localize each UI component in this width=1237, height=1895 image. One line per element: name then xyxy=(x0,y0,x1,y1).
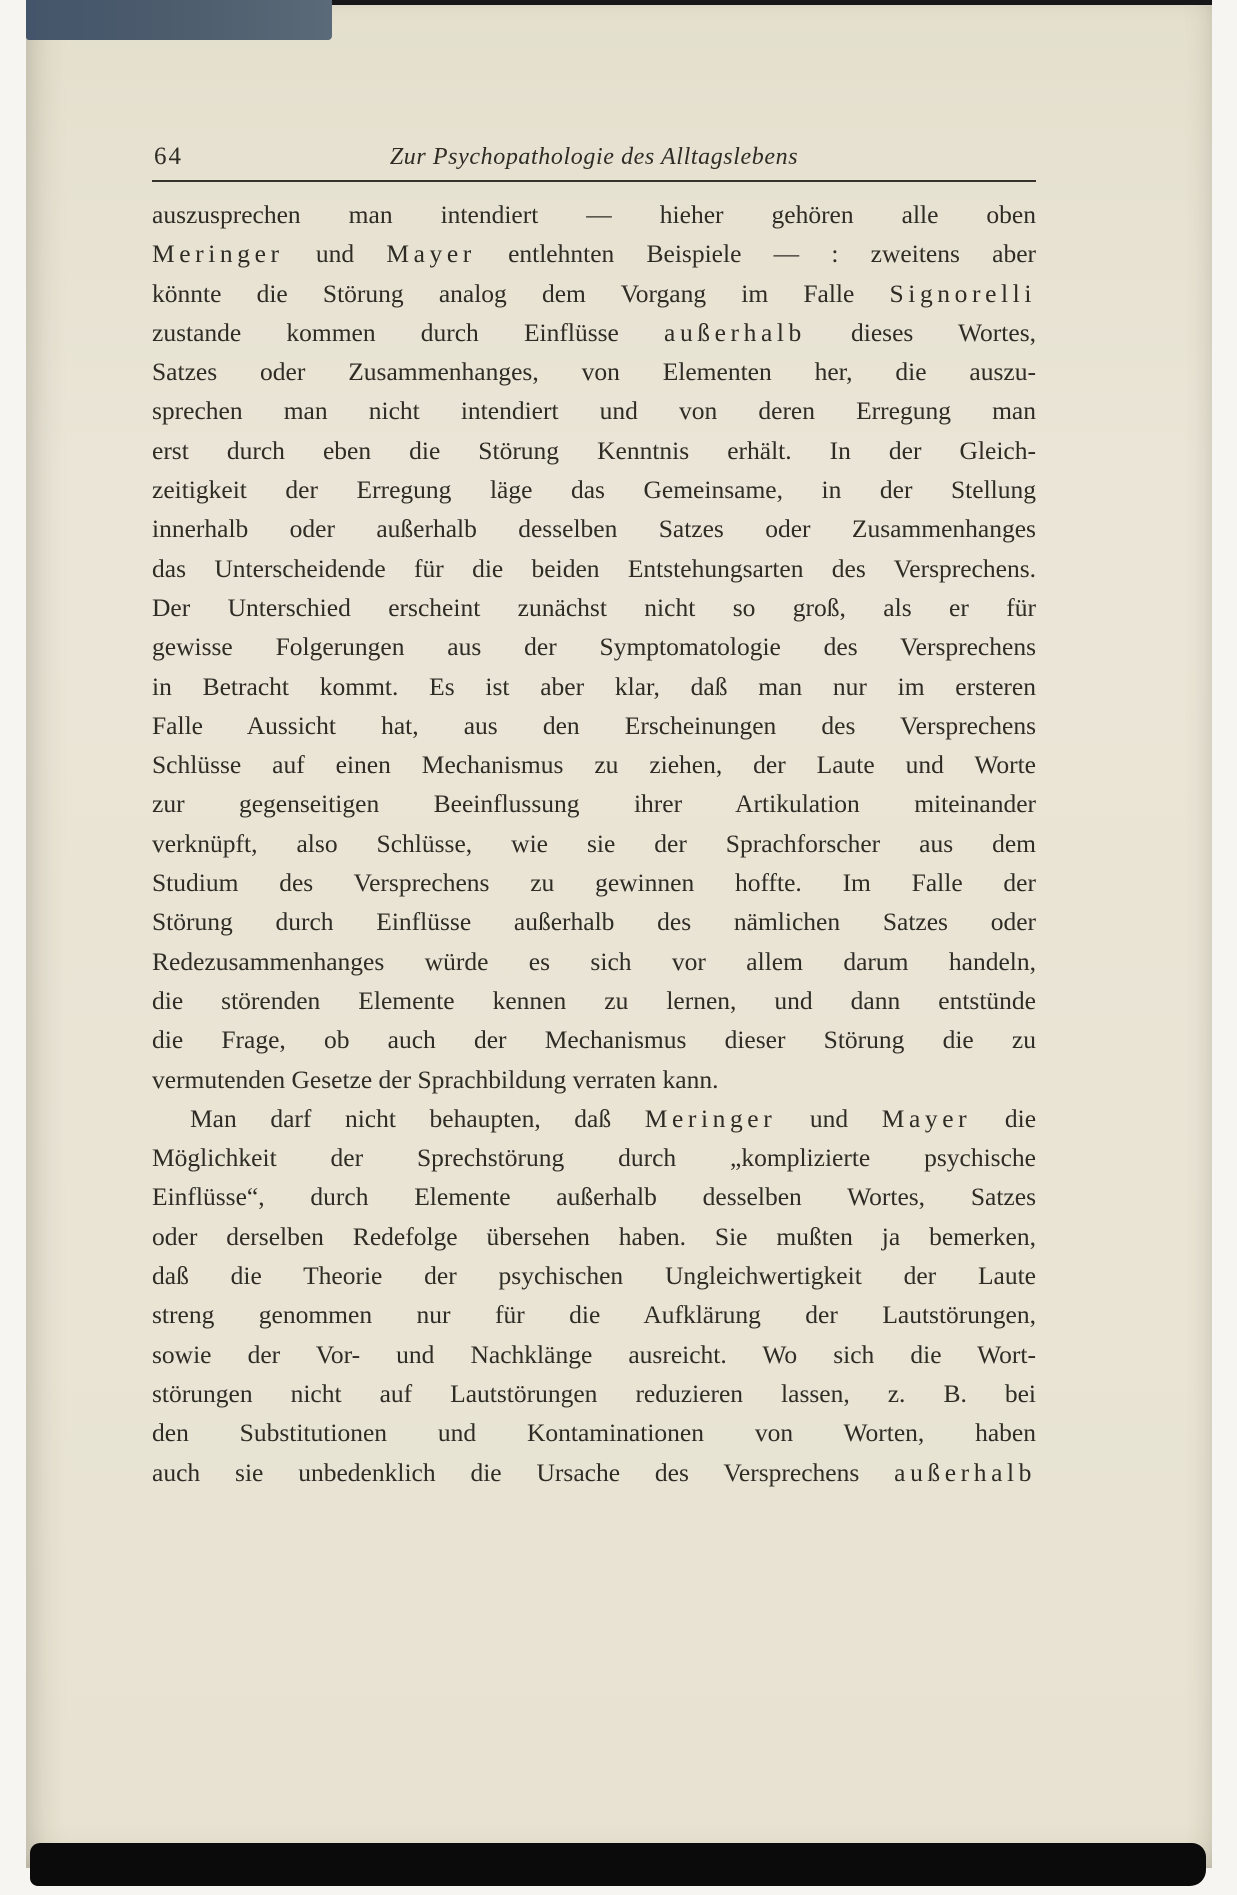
text-segment: Der Unterschied erscheint zunächst nicht so groß, als er für xyxy=(152,592,1036,622)
text-segment: könnte die Störung analog dem Vorgang im Falle xyxy=(152,278,890,308)
scan-artifact-top-edge xyxy=(332,0,1212,5)
text-segment: auszusprechen man intendiert — hieher gehören alle oben xyxy=(152,200,1036,229)
text-segment: Falle Aussicht hat, aus den Erscheinungen des Versprechens xyxy=(152,710,1036,740)
text-line xyxy=(152,391,1036,430)
text-segment: Satzes oder Zusammenhanges, von Elementen her, die auszu- xyxy=(152,357,1036,387)
page-number: 64 xyxy=(154,143,183,170)
letterspaced-word: außerhalb xyxy=(894,1457,1036,1487)
text-segment: den Substitutionen und Kontaminationen von Worten, haben xyxy=(152,1418,1036,1448)
letterspaced-word: Meringer xyxy=(152,239,284,269)
text-segment: die Frage, ob auch der Mechanismus dieser Störung die zu xyxy=(152,1025,1036,1055)
text-segment: zeitigkeit der Erregung läge das Gemeinsame, in der Stellung xyxy=(152,475,1036,505)
text-segment: die xyxy=(971,1103,1037,1133)
text-segment: innerhalb oder außerhalb desselben Satzes oder Zusammenhanges xyxy=(152,514,1036,544)
text-segment: sprechen man nicht intendiert und von deren Erregung man xyxy=(152,396,1036,426)
text-segment: Studium des Versprechens zu gewinnen hoffte. Im Falle der xyxy=(152,868,1036,898)
text-line xyxy=(152,1217,1036,1256)
text-line xyxy=(152,1335,1036,1374)
text-line xyxy=(152,1374,1036,1413)
text-line xyxy=(152,1256,1036,1295)
body-text xyxy=(152,195,1036,1492)
text-line xyxy=(152,1060,1036,1099)
text-line xyxy=(152,431,1036,470)
page-header xyxy=(152,141,1036,177)
letterspaced-word: außerhalb xyxy=(664,317,806,347)
text-segment: daß die Theorie der psychischen Ungleichwertigkeit der Laute xyxy=(152,1261,1036,1291)
text-line xyxy=(152,1295,1036,1334)
text-line xyxy=(152,274,1036,313)
text-segment: in Betracht kommt. Es ist aber klar, daß man nur im ersteren xyxy=(152,671,1036,701)
text-line xyxy=(152,706,1036,745)
text-line xyxy=(152,1177,1036,1216)
text-line xyxy=(152,667,1036,706)
text-segment: und xyxy=(283,239,387,269)
text-line xyxy=(152,863,1036,902)
text-segment: und xyxy=(776,1103,882,1133)
text-segment: entlehnten Beispiele — : zweitens aber xyxy=(475,239,1037,269)
text-segment: sowie der Vor- und Nachklänge ausreicht. Wo sich die Wort- xyxy=(152,1339,1036,1369)
text-segment: gewisse Folgerungen aus der Symptomatologie des Versprechens xyxy=(152,632,1036,662)
letterspaced-word: Mayer xyxy=(386,239,476,269)
text-segment: Man darf nicht behaupten, daß xyxy=(190,1103,645,1133)
text-segment: dieses Wortes, xyxy=(805,317,1037,347)
text-segment: Einflüsse“, durch Elemente außerhalb desselben Wortes, Satzes xyxy=(152,1182,1036,1212)
text-line xyxy=(152,234,1036,273)
text-segment: auch sie unbedenklich die Ursache des Versprechens xyxy=(152,1457,895,1487)
text-line xyxy=(152,942,1036,981)
text-block xyxy=(152,0,1036,1492)
text-line xyxy=(152,470,1036,509)
letterspaced-word: Mayer xyxy=(881,1103,972,1133)
text-segment: störungen nicht auf Lautstörungen reduzieren lassen, z. B. bei xyxy=(152,1378,1036,1408)
text-line xyxy=(152,1413,1036,1452)
scan-artifact-top-left xyxy=(26,0,332,40)
text-segment: vermutenden Gesetze der Sprachbildung verraten kann. xyxy=(152,1064,719,1094)
text-segment: erst durch eben die Störung Kenntnis erhält. In der Gleich- xyxy=(152,435,1036,465)
text-segment: Schlüsse auf einen Mechanismus zu ziehen, der Laute und Worte xyxy=(152,750,1036,780)
running-title: Zur Psychopathologie des Alltagslebens xyxy=(389,144,799,170)
text-segment: das Unterscheidende für die beiden Entstehungsarten des Versprechens. xyxy=(152,553,1036,583)
text-line xyxy=(152,588,1036,627)
text-segment: zustande kommen durch Einflüsse xyxy=(152,317,665,347)
text-segment: die störenden Elemente kennen zu lernen, und dann entstünde xyxy=(152,985,1036,1015)
text-line xyxy=(152,745,1036,784)
text-line xyxy=(152,549,1036,588)
text-line xyxy=(152,902,1036,941)
text-line xyxy=(152,1020,1036,1059)
text-line xyxy=(152,1138,1036,1177)
scan-artifact-bottom-edge xyxy=(30,1843,1206,1886)
text-segment: streng genommen nur für die Aufklärung der Lautstörungen, xyxy=(152,1300,1036,1330)
text-segment: Störung durch Einflüsse außerhalb des nämlichen Satzes oder xyxy=(152,907,1036,937)
text-segment: Möglichkeit der Sprechstörung durch „komplizierte psychische xyxy=(152,1143,1036,1173)
text-line xyxy=(152,352,1036,391)
letterspaced-word: Meringer xyxy=(644,1103,777,1133)
text-line xyxy=(152,509,1036,548)
text-line xyxy=(152,1099,1036,1138)
text-segment: Redezusammenhanges würde es sich vor allem darum handeln, xyxy=(152,946,1036,976)
letterspaced-word: Signorelli xyxy=(889,278,1036,308)
text-segment: zur gegenseitigen Beeinflussung ihrer Artikulation miteinander xyxy=(152,789,1036,819)
text-line xyxy=(152,1453,1036,1492)
text-segment: oder derselben Redefolge übersehen haben. Sie mußten ja bemerken, xyxy=(152,1221,1036,1251)
text-line xyxy=(152,824,1036,863)
text-line xyxy=(152,981,1036,1020)
text-line xyxy=(152,195,1036,234)
text-line xyxy=(152,784,1036,823)
text-line xyxy=(152,627,1036,666)
header-rule xyxy=(152,180,1036,182)
text-segment: verknüpft, also Schlüsse, wie sie der Sprachforscher aus dem xyxy=(152,828,1036,858)
text-line xyxy=(152,313,1036,352)
